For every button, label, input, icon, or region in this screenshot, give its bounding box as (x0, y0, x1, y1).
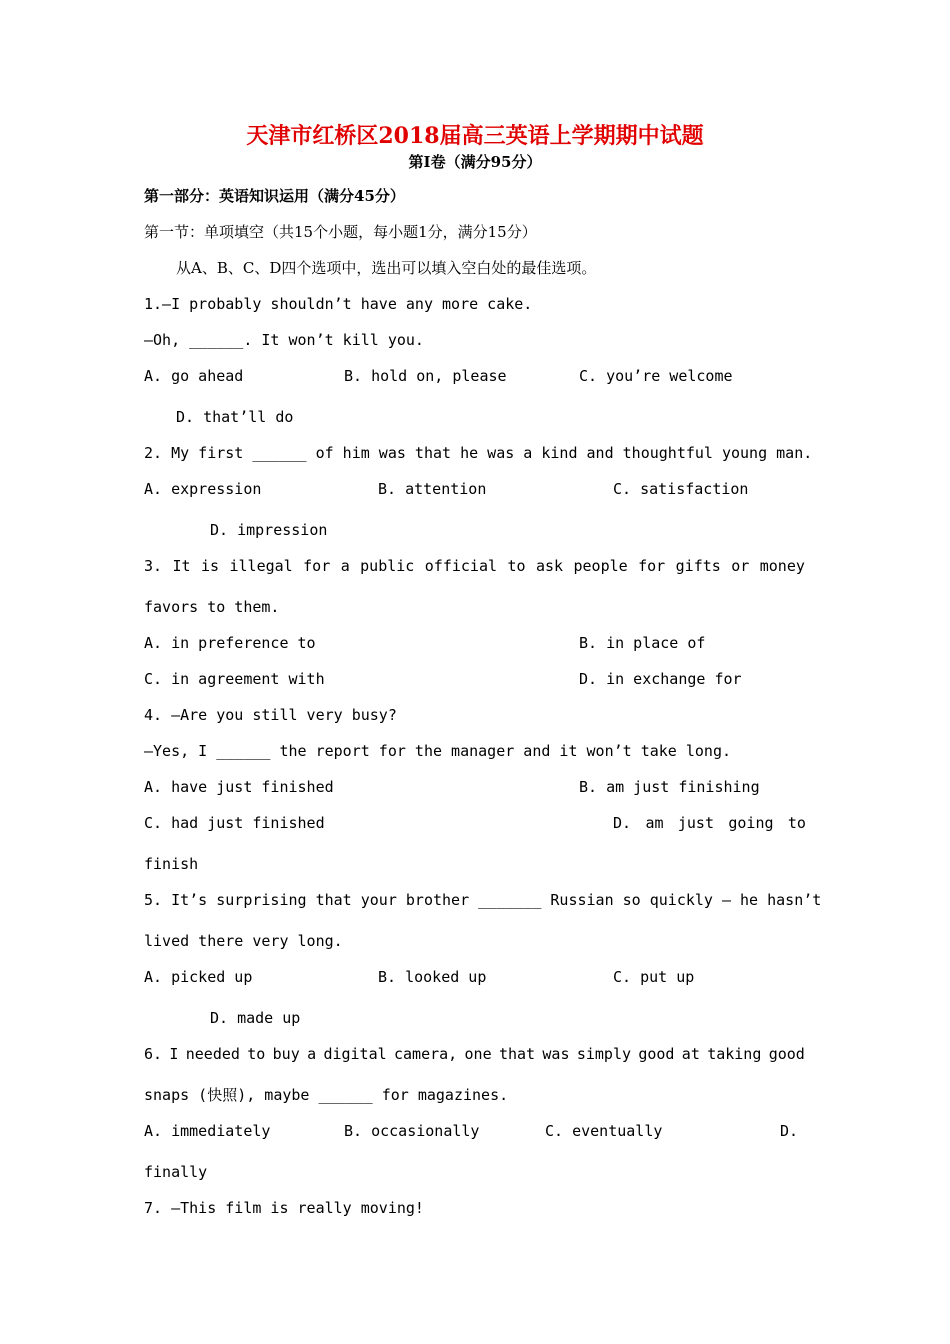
question-6-option-a: A. immediately (144, 1122, 271, 1140)
word: just (677, 814, 714, 832)
question-1-option-c: C. you’re welcome (579, 367, 733, 385)
word: good (638, 1045, 675, 1063)
question-5-option-c: C. put up (613, 968, 695, 986)
word: camera, (393, 1045, 458, 1063)
word: It (172, 557, 191, 575)
word: that (498, 1045, 536, 1063)
word: digital (323, 1045, 387, 1063)
word: ask (535, 557, 564, 575)
word: gifts (675, 557, 721, 575)
word: public (360, 557, 415, 575)
question-4-option-d (613, 813, 806, 833)
word: simply (576, 1045, 632, 1063)
question-5-stem: 5. It’s surprising that your brother _______ Russian so quickly — he hasn’t (144, 891, 822, 909)
question-1-response: —Oh, ______. It won’t kill you. (144, 331, 424, 349)
word: am (645, 814, 664, 832)
question-4-option-d-cont: finish (144, 855, 199, 873)
word: illegal (229, 557, 293, 575)
question-4-stem: 4. —Are you still very busy? (144, 706, 397, 724)
question-3-stem-cont: favors to them. (144, 598, 280, 616)
word: was (542, 1045, 570, 1063)
question-1-option-b: B. hold on, please (344, 367, 507, 385)
question-2-option-b: B. attention (378, 480, 487, 498)
question-6-option-c: C. eventually (545, 1122, 663, 1140)
question-6-option-d-cont: finally (144, 1163, 208, 1181)
question-3-option-c: C. in agreement with (144, 670, 325, 688)
word: to (507, 557, 526, 575)
question-5-stem-cont: lived there very long. (144, 932, 343, 950)
question-1-option-d: D. that’ll do (176, 408, 294, 426)
question-3-stem (144, 556, 805, 576)
question-2-stem: 2. My first ______ of him was that he was a kind and thoughtful young man. (144, 444, 813, 462)
word: a (340, 557, 350, 575)
question-3-option-a: A. in preference to (144, 634, 316, 652)
word: going (728, 814, 774, 832)
word: to (787, 814, 806, 832)
word: money (759, 557, 805, 575)
word: 3. (144, 557, 163, 575)
instructions: 从A、B、C、D四个选项中，选出可以填入空白处的最佳选项。 (176, 259, 597, 277)
word: good (768, 1045, 805, 1063)
question-6-option-b: B. occasionally (344, 1122, 480, 1140)
question-7-stem: 7. —This film is really moving! (144, 1199, 424, 1217)
question-1-option-a: A. go ahead (144, 367, 244, 385)
question-1-stem: 1.—I probably shouldn’t have any more cake. (144, 295, 533, 313)
part-heading: 第一部分：英语知识运用（满分45分） (144, 187, 405, 205)
word: I (169, 1045, 179, 1063)
question-3-option-b: B. in place of (579, 634, 706, 652)
word: or (731, 557, 750, 575)
word: 6. (144, 1045, 163, 1063)
question-2-option-d: D. impression (210, 521, 328, 539)
question-4-option-b: B. am just finishing (579, 778, 760, 796)
question-4-response: —Yes, I ______ the report for the manager and it won’t take long. (144, 742, 731, 760)
word: official (424, 557, 498, 575)
word: for (303, 557, 331, 575)
word: taking (707, 1045, 762, 1063)
word: people (573, 557, 628, 575)
word: needed (185, 1045, 240, 1063)
question-2-option-c: C. satisfaction (613, 480, 749, 498)
word: for (638, 557, 666, 575)
word: D. (613, 814, 632, 832)
word: at (681, 1045, 700, 1063)
word: to (247, 1045, 266, 1063)
question-5-option-d: D. made up (210, 1009, 301, 1027)
question-4-option-c: C. had just finished (144, 814, 325, 832)
question-6-stem-cont: snaps (快照), maybe ______ for magazines. (144, 1086, 509, 1104)
question-4-option-a: A. have just finished (144, 778, 334, 796)
question-3-option-d: D. in exchange for (579, 670, 742, 688)
paper-subtitle: 第Ⅰ卷（满分95分） (408, 153, 542, 171)
subsection-heading: 第一节：单项填空（共15个小题，每小题1分，满分15分） (144, 223, 537, 241)
word: buy (272, 1045, 300, 1063)
question-6-stem (144, 1044, 805, 1064)
exam-title: 天津市红桥区2018届高三英语上学期期中试题 (246, 123, 704, 149)
question-6-option-d: D. (780, 1122, 799, 1140)
word: one (464, 1045, 492, 1063)
question-5-option-a: A. picked up (144, 968, 253, 986)
word: a (307, 1045, 317, 1063)
question-5-option-b: B. looked up (378, 968, 487, 986)
question-2-option-a: A. expression (144, 480, 262, 498)
word: is (201, 557, 220, 575)
